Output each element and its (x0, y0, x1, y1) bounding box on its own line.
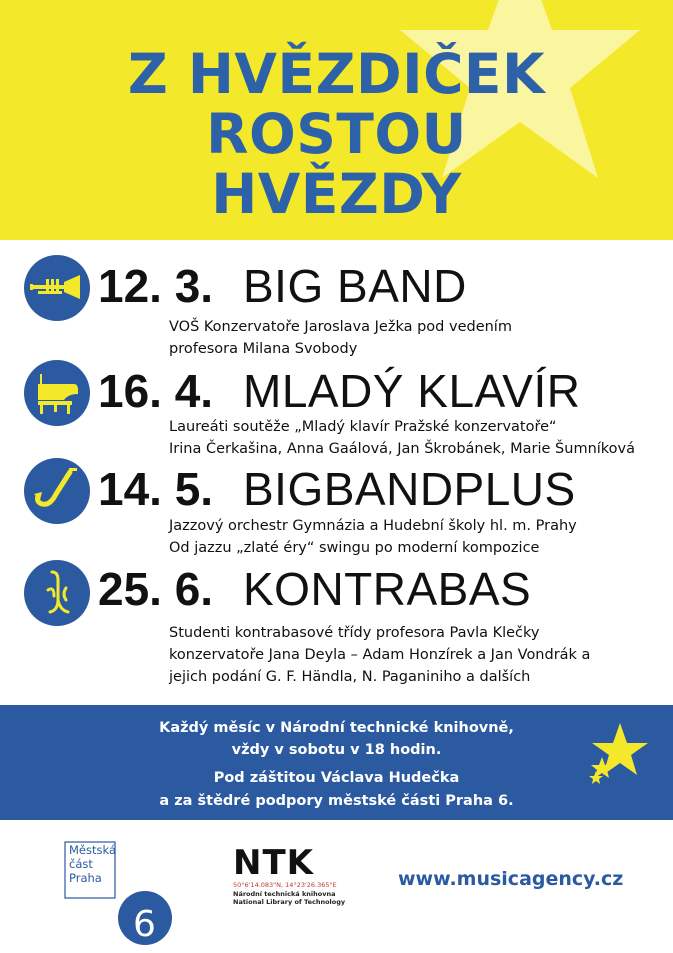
banner-line: Každý měsíc v Národní technické knihovně, (159, 720, 514, 736)
event-description (169, 316, 669, 360)
event-date: 14. 5. (98, 463, 214, 515)
stars-icon (0, 705, 673, 820)
website-link[interactable]: www.musicagency.cz (398, 868, 624, 890)
banner-line: a za štědré podpory městské části Praha 6. (159, 793, 514, 809)
mestska-cast-praha-6-logo (61, 840, 173, 949)
event-date: 12. 3. (98, 260, 214, 312)
logo-text: část (69, 857, 93, 871)
event-date: 25. 6. (98, 563, 214, 615)
event-desc-line: Jazzový orchestr Gymnázia a Hudební školy hl. m. Prahy (169, 518, 577, 534)
title-line-2: ROSTOU (206, 102, 467, 166)
banner-line: vždy v sobotu v 18 hodin. (231, 742, 442, 758)
event-name: BIGBANDPLUS (243, 463, 576, 515)
banner-line: Pod záštitou Václava Hudečka (213, 770, 460, 786)
event-desc-line: Studenti kontrabasové třídy profesora Pavla Klečky (169, 625, 540, 641)
event-description (169, 416, 669, 460)
info-banner (0, 705, 673, 820)
title-line-1: Z HVĚZDIČEK (127, 42, 546, 106)
ntk-coordinates: 50°6'14.083"N, 14°23'26.365"E (233, 881, 337, 889)
event-name: BIG BAND (243, 260, 467, 312)
event-date: 16. 4. (98, 365, 214, 417)
event-desc-line: jejich podání G. F. Händla, N. Paganiniho a dalších (169, 669, 531, 685)
double-bass-icon (24, 560, 90, 626)
ntk-subtitle: National Library of Technology (233, 898, 346, 906)
ntk-subtitle: Národní technická knihovna (233, 890, 336, 898)
event-desc-line: VOŠ Konzervatoře Jaroslava Ježka pod vedením (169, 319, 512, 335)
event-desc-line: konzervatoře Jana Deyla – Adam Honzírek a Jan Vondrák a (169, 647, 591, 663)
event-desc-line: profesora Milana Svobody (169, 341, 358, 357)
event-name: MLADÝ KLAVÍR (243, 365, 581, 417)
trumpet-icon (24, 255, 90, 321)
event-desc-line: Od jazzu „zlaté éry“ swingu po moderní kompozice (169, 540, 540, 556)
piano-icon (24, 360, 90, 426)
logo-text: Praha (69, 871, 102, 885)
logo-text: Městská (69, 843, 116, 857)
event-desc-line: Laureáti soutěže „Mladý klavír Pražské konzervatoře“ (169, 419, 557, 435)
event-description (169, 622, 669, 688)
header (0, 0, 673, 240)
saxophone-icon (24, 458, 90, 524)
event-description (169, 515, 669, 559)
logo-number: 6 (133, 904, 156, 945)
title-line-3: HVĚZDY (211, 162, 462, 226)
event-name: KONTRABAS (243, 563, 532, 615)
ntk-name: NTK (233, 843, 314, 883)
event-desc-line: Irina Čerkašina, Anna Gaálová, Jan Škrobánek, Marie Šumníková (169, 441, 636, 457)
ntk-logo (233, 845, 363, 906)
